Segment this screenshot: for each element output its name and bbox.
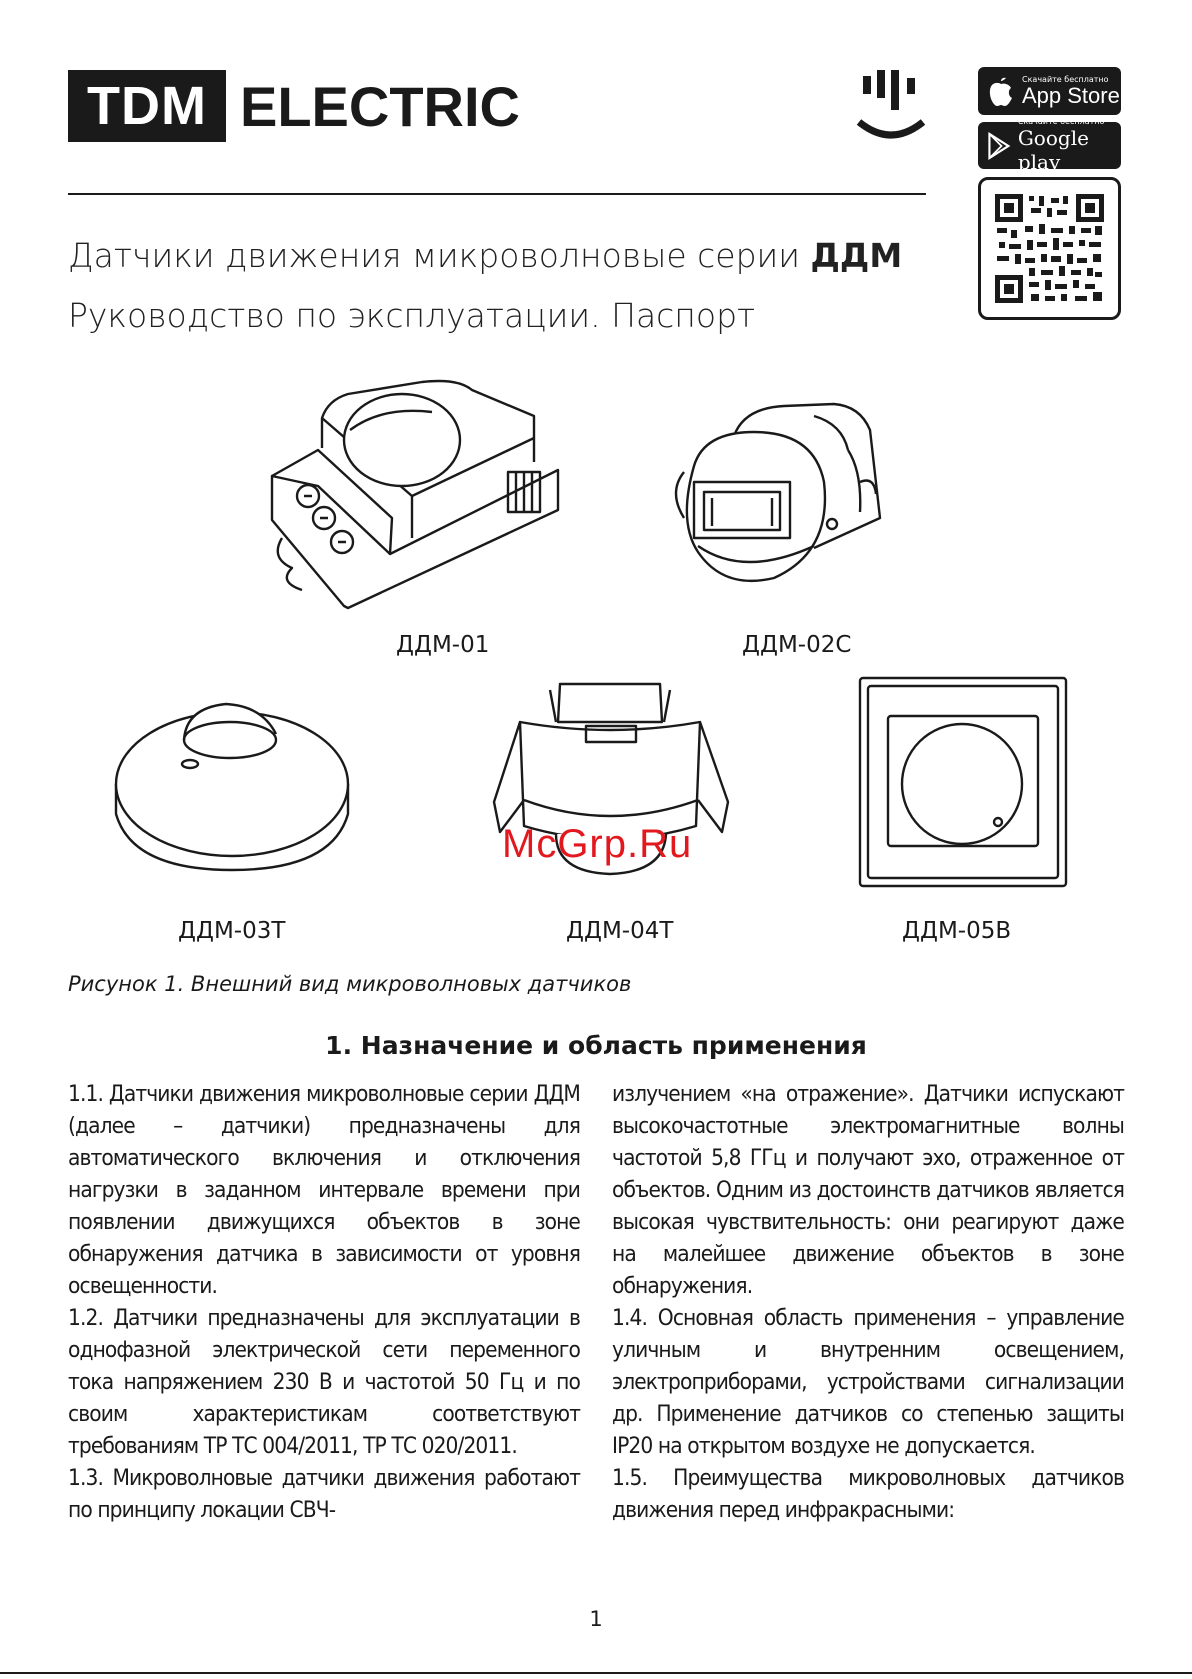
paragraph-1-5: 1.5. Преимущества микроволновых датчиков движения перед инфракрасными: — [612, 1465, 1124, 1523]
paragraph-1-2: 1.2. Датчики предназначены для эксплуатации в однофазной электрической сети переменного тока напряжением 230 В и частотой 50 Гц и по своим характеристикам соответствуют требованиям ТР ТС 004/2011, ТР ТС 020/2011. — [68, 1305, 580, 1459]
page-number: 1 — [589, 1607, 603, 1631]
figure-caption: Рисунок 1. Внешний вид микроволновых датчиков — [68, 972, 632, 996]
google-play-small-text: Скачайте бесплатно — [1017, 117, 1105, 126]
product-label-ddm-03t: ДДМ-03Т — [178, 918, 286, 944]
paragraph-1-3-cont: излучением «на отражение». Датчики испускают высокочастотные электромагнитные волны частотой 5,8 ГГц и получают эхо, отраженное от объектов. Одним из достоинств датчиков является высокая чувствительность: они реагируют даже на малейшее движение объектов в зоне обнаружения. — [612, 1081, 1124, 1299]
ddm-03t-illustration — [112, 694, 352, 874]
section-heading: 1. Назначение и область применения — [325, 1031, 867, 1060]
product-label-ddm-02c: ДДМ-02С — [742, 632, 852, 658]
qr-code-icon — [995, 194, 1104, 303]
watermark-text: McGrp.Ru — [502, 822, 693, 866]
paragraph-1-1: 1.1. Датчики движения микроволновые серии ДДМ (далее – датчики) предназначены для автоматического включения и отключения нагрузки в заданном интервале времени при появлении движущихся объектов в зоне обнаружения датчика в зависимости от уровня освещенности. — [68, 1081, 580, 1299]
app-store-label: App Store — [1022, 82, 1120, 108]
product-label-ddm-04t: ДДМ-04Т — [566, 918, 674, 944]
electric-logo-text: ELECTRIC — [240, 74, 520, 138]
google-play-badge[interactable] — [978, 117, 1121, 174]
title-main-text: Датчики движения микроволновые серии — [68, 236, 811, 275]
title-series-name: ДДМ — [810, 236, 903, 275]
bottom-divider — [0, 1672, 1192, 1674]
tdm-logo-box: TDM — [68, 70, 226, 142]
ddm-05b-illustration — [858, 676, 1068, 890]
paragraph-1-3: 1.3. Микроволновые датчики движения работают по принципу локации СВЧ- — [68, 1465, 580, 1523]
text-column-left — [68, 1078, 580, 1526]
apple-icon — [986, 74, 1016, 108]
qr-code-frame — [978, 177, 1121, 320]
google-play-label: Google play — [1017, 126, 1089, 174]
document-subtitle: Руководство по эксплуатации. Паспорт — [68, 296, 756, 335]
paragraph-1-4: 1.4. Основная область применения – управление уличным и внутренним освещением, электроприборами, устройствами сигнализации др. Применение датчиков со степенью защиты IP20 на открытом воздухе не допускается. — [612, 1305, 1124, 1459]
play-icon — [986, 129, 1012, 163]
tdm-brand-mark-icon — [855, 70, 927, 140]
product-label-ddm-01: ДДМ-01 — [396, 632, 490, 658]
app-store-badge[interactable] — [978, 67, 1121, 115]
document-title — [68, 236, 902, 275]
app-store-small-text: Скачайте бесплатно — [1022, 74, 1109, 84]
text-column-right — [612, 1078, 1124, 1526]
ddm-02c-illustration — [664, 402, 926, 602]
header-divider — [68, 193, 926, 195]
ddm-04t-illustration — [490, 682, 738, 900]
product-label-ddm-05b: ДДМ-05В — [902, 918, 1012, 944]
ddm-01-illustration — [262, 378, 562, 618]
